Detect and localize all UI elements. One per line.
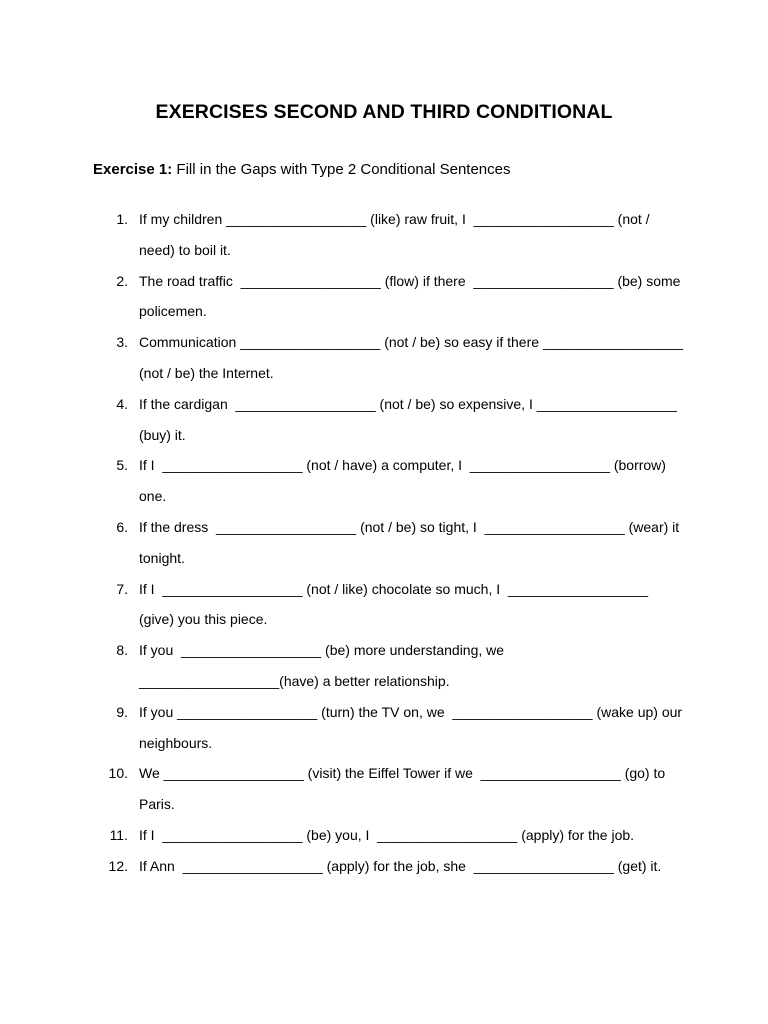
list-item bbox=[0, 574, 768, 636]
exercise-list bbox=[0, 204, 768, 882]
item-text: If I __________________ (not / like) chocolate so much, I __________________ (give) you this piece. bbox=[139, 580, 652, 628]
item-number: 8. bbox=[116, 642, 128, 659]
item-text: If you __________________ (be) more understanding, we __________________(have) a better relationship. bbox=[139, 642, 508, 689]
list-item bbox=[0, 389, 768, 451]
item-text: The road traffic __________________ (flow) if there __________________ (be) some policemen. bbox=[139, 272, 685, 320]
item-text: If the dress __________________ (not / be) so tight, I __________________ (wear) it tonight. bbox=[139, 518, 684, 566]
item-text: If I __________________ (not / have) a computer, I __________________ (borrow) one. bbox=[139, 457, 670, 505]
list-item bbox=[0, 266, 768, 328]
list-item bbox=[0, 851, 768, 882]
list-item bbox=[0, 327, 768, 389]
item-number: 5. bbox=[116, 457, 128, 474]
item-number: 1. bbox=[116, 211, 128, 227]
item-number: 2. bbox=[116, 272, 128, 289]
exercise-heading bbox=[93, 161, 511, 178]
item-text: Communication __________________ (not / be) so easy if there __________________ (not / be) the Internet. bbox=[139, 334, 687, 381]
item-text: If I __________________ (be) you, I __________________ (apply) for the job. bbox=[139, 826, 635, 843]
exercise-instruction: Fill in the Gaps with Type 2 Conditional Sentences bbox=[176, 161, 511, 178]
item-number: 7. bbox=[116, 580, 128, 597]
list-item bbox=[0, 635, 768, 697]
item-text: We __________________ (visit) the Eiffel Tower if we __________________ (go) to Paris. bbox=[139, 765, 670, 813]
list-item bbox=[0, 450, 768, 512]
item-number: 9. bbox=[116, 703, 128, 720]
item-text: If my children __________________ (like) raw fruit, I __________________ (not / need) to boil it. bbox=[139, 211, 654, 258]
list-item bbox=[0, 758, 768, 820]
item-text: If you __________________ (turn) the TV on, we __________________ (wake up) our neighbours. bbox=[139, 703, 686, 751]
page-title: EXERCISES SECOND AND THIRD CONDITIONAL bbox=[155, 101, 613, 123]
list-item bbox=[0, 697, 768, 759]
list-item bbox=[0, 204, 768, 266]
item-number: 11. bbox=[109, 826, 128, 843]
item-number: 4. bbox=[116, 395, 128, 412]
list-item bbox=[0, 512, 768, 574]
item-number: 6. bbox=[116, 518, 128, 535]
item-number: 10. bbox=[108, 765, 128, 782]
item-text: If the cardigan __________________ (not / be) so expensive, I __________________ (buy) it. bbox=[139, 395, 681, 443]
exercise-label: Exercise 1: bbox=[93, 161, 173, 178]
item-text: If Ann __________________ (apply) for the job, she __________________ (get) it. bbox=[139, 857, 662, 874]
item-number: 12. bbox=[108, 857, 128, 874]
item-number: 3. bbox=[116, 334, 128, 351]
list-item bbox=[0, 820, 768, 851]
